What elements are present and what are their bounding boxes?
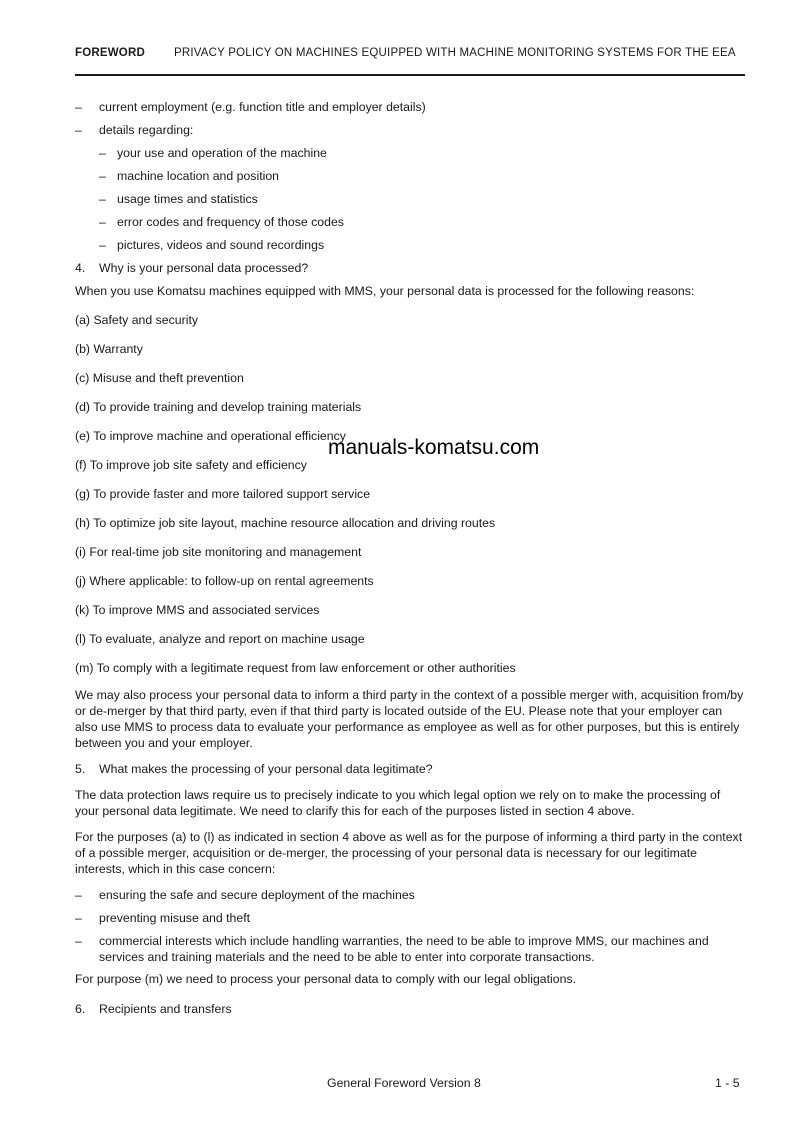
- section-number: 4.: [75, 261, 86, 275]
- reason-item: (l) To evaluate, analyze and report on machine usage: [75, 632, 365, 646]
- dash: –: [75, 123, 82, 137]
- watermark: manuals-komatsu.com: [328, 436, 540, 459]
- sub-list-item-text: error codes and frequency of those codes: [117, 215, 344, 229]
- list-item-text: current employment (e.g. function title and employer details): [99, 100, 426, 114]
- reason-item: (h) To optimize job site layout, machine resource allocation and driving routes: [75, 516, 496, 530]
- reason-item: (b) Warranty: [75, 342, 143, 356]
- list-item-text: preventing misuse and theft: [99, 911, 251, 925]
- reason-item: (j) Where applicable: to follow-up on rental agreements: [75, 574, 374, 588]
- page-number: 1 - 5: [715, 1076, 740, 1090]
- section-title: Recipients and transfers: [99, 1002, 232, 1016]
- reason-item: (i) For real-time job site monitoring and management: [75, 545, 362, 559]
- paragraph: When you use Komatsu machines equipped with MMS, your personal data is processed for the following reasons:: [75, 284, 695, 298]
- reason-item: (g) To provide faster and more tailored support service: [75, 487, 371, 501]
- dash: –: [99, 146, 106, 160]
- dash: –: [99, 192, 106, 206]
- paragraph: The data protection laws require us to precisely indicate to you which legal option we rely on to make the processing of your personal data legitimate. We need to clarify this for each of the purposes listed in section 4 above.: [75, 788, 721, 818]
- reason-item: (e) To improve machine and operational efficiency: [75, 429, 346, 443]
- sub-list-item: [75, 191, 745, 207]
- dash: –: [99, 169, 106, 183]
- page-header: [75, 47, 745, 59]
- list-item-text: commercial interests which include handling warranties, the need to be able to improve MMS, our machines and services and training materials and the need to be able to enter into corporate transactions.: [99, 934, 709, 964]
- sub-list-item-text: pictures, videos and sound recordings: [117, 238, 325, 252]
- reason-item: (a) Safety and security: [75, 313, 199, 327]
- sub-list-item: [75, 145, 745, 161]
- section-number: 5.: [75, 762, 86, 776]
- reason-item: (c) Misuse and theft prevention: [75, 371, 244, 385]
- dash: –: [99, 215, 106, 229]
- section-heading: [75, 1001, 745, 1017]
- sub-list-item: [75, 237, 745, 253]
- reason-item: (f) To improve job site safety and efficiency: [75, 458, 307, 472]
- reason-item: (d) To provide training and develop training materials: [75, 400, 362, 414]
- list-item: [75, 933, 745, 965]
- dash: –: [75, 100, 82, 114]
- sub-list-item: [75, 168, 745, 184]
- dash: –: [75, 934, 82, 948]
- list-item-text: details regarding:: [99, 123, 194, 137]
- header-rule: [75, 74, 745, 76]
- section-title: What makes the processing of your personal data legitimate?: [99, 762, 433, 776]
- header-section: FOREWORD: [75, 47, 145, 59]
- dash: –: [99, 238, 106, 252]
- list-item: [75, 887, 745, 903]
- sub-list-item-text: your use and operation of the machine: [117, 146, 327, 160]
- section-heading: [75, 761, 745, 777]
- header-title: PRIVACY POLICY ON MACHINES EQUIPPED WITH MACHINE MONITORING SYSTEMS FOR THE EEA: [174, 47, 736, 59]
- sub-list-item-text: machine location and position: [117, 169, 280, 183]
- list-item: [75, 99, 745, 115]
- paragraph: For purpose (m) we need to process your personal data to comply with our legal obligations.: [75, 972, 577, 986]
- section-title: Why is your personal data processed?: [99, 261, 309, 275]
- list-item: [75, 122, 745, 138]
- page-content: [75, 99, 745, 1017]
- sub-list-item-text: usage times and statistics: [117, 192, 258, 206]
- list-item-text: ensuring the safe and secure deployment of the machines: [99, 888, 415, 902]
- footer-label: General Foreword Version 8: [327, 1076, 481, 1090]
- paragraph: For the purposes (a) to (l) as indicated in section 4 above as well as for the purpose of informing a third party in the context of a possible merger, acquisition or de-merger, the processing of your personal data is necessary for our legitimate interests, which in this case concern:: [75, 830, 743, 876]
- dash: –: [75, 888, 82, 902]
- reason-item: (m) To comply with a legitimate request from law enforcement or other authorities: [75, 661, 516, 675]
- sub-list-item: [75, 214, 745, 230]
- reason-item: (k) To improve MMS and associated services: [75, 603, 320, 617]
- section-heading: [75, 260, 745, 276]
- paragraph: We may also process your personal data to inform a third party in the context of a possible merger with, acquisition from/by or de-merger by that third party, even if that third party is located outside of the EU. Please note that your employer can also use MMS to process data to evaluate your performance as employee as well as for other purposes, but this is entirely between you and your employer.: [75, 688, 744, 750]
- section-number: 6.: [75, 1002, 86, 1016]
- list-item: [75, 910, 745, 926]
- dash: –: [75, 911, 82, 925]
